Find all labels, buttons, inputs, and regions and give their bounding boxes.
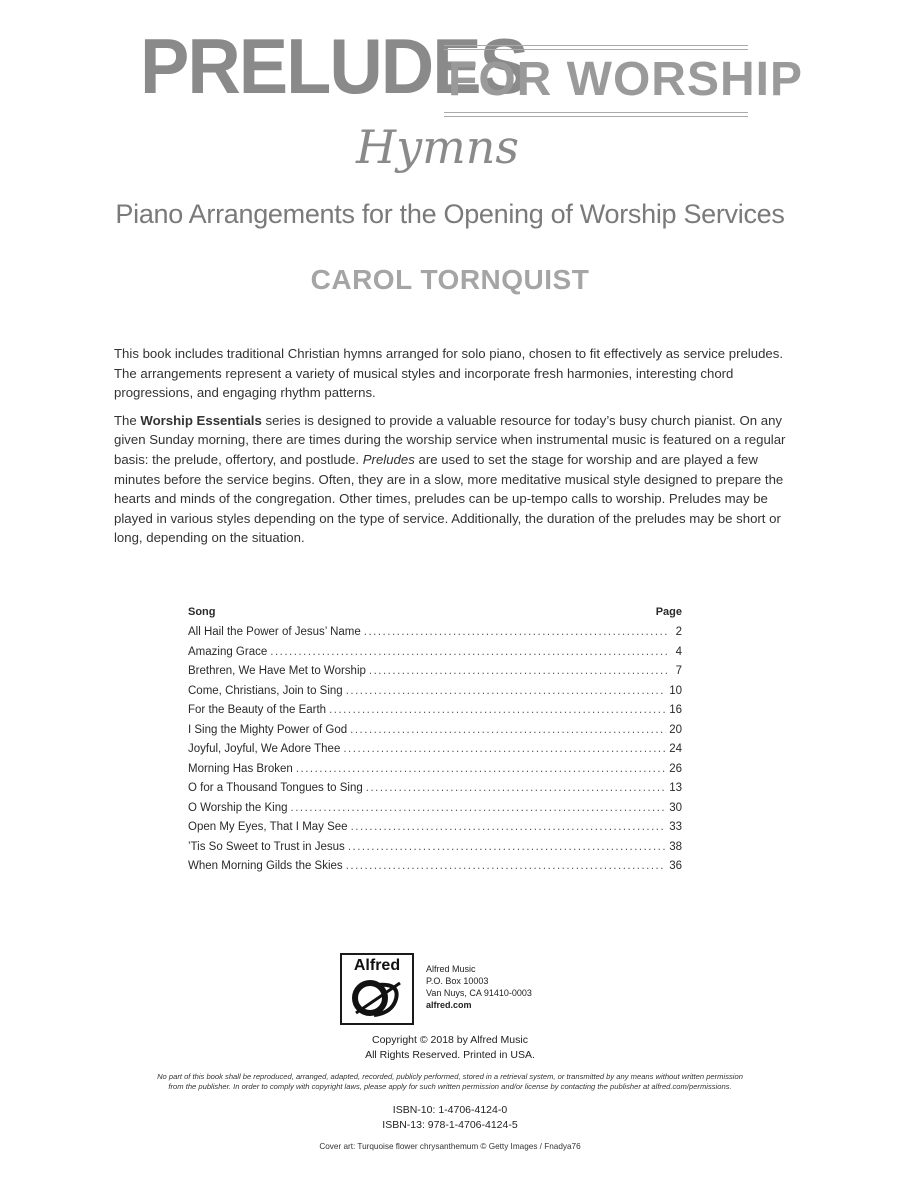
toc-entry-title: I Sing the Mighty Power of God [188, 723, 348, 736]
subtitle: Piano Arrangements for the Opening of Worship Services [115, 199, 785, 229]
toc-entry [188, 704, 682, 724]
isbn-13: ISBN-13: 978-1-4706-4124-5 [382, 1119, 518, 1131]
toc-entry-title: Open My Eyes, That I May See [188, 821, 348, 833]
intro-text-span: The [114, 412, 141, 428]
toc-entry-title: O Worship the King [188, 801, 288, 814]
toc-leader-dots [366, 782, 666, 794]
publisher-address-line-2: Van Nuys, CA 91410-0003 [426, 988, 532, 998]
alfred-logo [340, 953, 414, 1025]
publisher-address [426, 963, 532, 1011]
toc-entry [188, 802, 682, 822]
legal-line-1: No part of this book shall be reproduced, arranged, adapted, recorded, publicly performed, stored in a retrieval system, or transmitted by any means without written permission [157, 1072, 743, 1081]
toc-leader-dots [364, 626, 667, 638]
toc-leader-dots [296, 763, 666, 775]
toc-entry [188, 841, 682, 861]
toc-entry-page: 10 [669, 684, 682, 697]
toc-entry-page: 2 [675, 626, 682, 638]
toc-leader-dots [348, 841, 666, 853]
legal-line-2: from the publisher. In order to comply with copyright laws, please apply for such written permission and/or license by contacting the publisher at alfred.com/permissions. [168, 1082, 732, 1091]
publisher-block [340, 953, 640, 1025]
toc-entry [188, 743, 682, 763]
toc-header [188, 606, 682, 618]
intro-text [114, 344, 786, 556]
toc-col-song: Song [188, 606, 216, 618]
toc-entry-page: 38 [669, 840, 682, 853]
toc-entry-title: Morning Has Broken [188, 762, 293, 775]
toc-entry-page: 26 [669, 762, 682, 775]
toc-entry-page: 36 [669, 860, 682, 872]
toc-rows [188, 626, 682, 880]
author-name: CAROL TORNQUIST [310, 264, 590, 295]
toc-col-page: Page [655, 606, 682, 618]
toc-entry-title: Brethren, We Have Met to Worship [188, 665, 366, 677]
title-for-worship: FOR WORSHIP [448, 53, 803, 106]
copyright-line: Copyright © 2018 by Alfred Music [372, 1034, 528, 1046]
toc-entry-page: 7 [675, 665, 682, 677]
copyright-notice [0, 1033, 900, 1063]
title-rule-bottom [444, 112, 748, 113]
alfred-logo-word: Alfred [353, 957, 401, 974]
toc-entry-title: Come, Christians, Join to Sing [188, 684, 343, 697]
title-rule-top [444, 45, 748, 46]
intro-paragraph-1: This book includes traditional Christian hymns arranged for solo piano, chosen to fit effectively as service preludes. The arrangements represent a variety of musical styles and incorporate fresh harmonies, interesting chord progressions, and engaging rhythm patterns. [114, 346, 784, 401]
publisher-website: alfred.com [426, 1000, 472, 1010]
toc-entry-page: 24 [669, 743, 682, 755]
toc-entry-title: All Hail the Power of Jesus’ Name [188, 626, 361, 638]
toc-entry-page: 16 [669, 704, 682, 716]
toc-leader-dots [351, 821, 667, 833]
toc-leader-dots [346, 860, 667, 872]
title-block [0, 0, 900, 310]
toc-entry-title: ’Tis So Sweet to Trust in Jesus [188, 840, 345, 853]
publisher-name: Alfred Music [426, 964, 476, 974]
intro-paragraph-2 [114, 411, 786, 548]
isbn-10: ISBN-10: 1-4706-4124-0 [392, 1104, 508, 1116]
table-of-contents [188, 606, 682, 880]
toc-leader-dots [369, 665, 667, 677]
cover-art-credit: Cover art: Turquoise flower chrysanthemum © Getty Images / Fnadya76 [319, 1142, 581, 1151]
intro-text-span: series is designed to provide a valuable resource for today’s busy church pianist. On any given Sunday morning, there are times during the worship service when instrumental music is featured on a regular basis: the prelude, offertory, and postlude. [114, 412, 786, 467]
toc-entry-title: O for a Thousand Tongues to Sing [188, 782, 363, 794]
toc-entry [188, 646, 682, 666]
toc-leader-dots [270, 646, 667, 658]
title-preludes: PRELUDES [140, 22, 527, 110]
publisher-address-line-1: P.O. Box 10003 [426, 976, 489, 986]
toc-entry [188, 626, 682, 646]
toc-entry-page: 13 [669, 782, 682, 794]
toc-entry [188, 821, 682, 841]
toc-leader-dots [329, 704, 666, 716]
title-rule-top-2 [444, 49, 748, 50]
toc-leader-dots [343, 743, 666, 755]
toc-leader-dots [291, 802, 667, 814]
toc-leader-dots [346, 685, 667, 697]
series-name: Worship Essentials [140, 412, 262, 428]
toc-entry [188, 665, 682, 685]
toc-entry [188, 782, 682, 802]
rights-line: All Rights Reserved. Printed in USA. [365, 1049, 535, 1061]
toc-entry [188, 685, 682, 705]
toc-entry-title: When Morning Gilds the Skies [188, 860, 343, 872]
legal-notice [48, 1072, 852, 1092]
alfred-logo-mark-icon [348, 977, 406, 1019]
isbn-block [0, 1103, 900, 1133]
toc-entry [188, 860, 682, 880]
toc-entry-page: 30 [669, 801, 682, 814]
title-hymns-script: Hymns [356, 120, 519, 174]
toc-entry-title: For the Beauty of the Earth [188, 704, 327, 716]
toc-entry-page: 4 [675, 645, 682, 658]
toc-entry [188, 724, 682, 744]
toc-entry [188, 763, 682, 783]
preludes-emphasis: Preludes [362, 451, 415, 467]
toc-entry-page: 20 [669, 723, 682, 736]
intro-text-span: are used to set the stage for worship and are played a few minutes before the service begins. Often, they are in a slow, more meditative musical style designed to prepare the hearts and minds of the congregation. Other times, preludes can be up-tempo calls to worship. Preludes may be played in various styles depending on the type of service. Additionally, the duration of the preludes may be short or long, depending on the situation. [114, 451, 784, 546]
toc-leader-dots [350, 724, 666, 736]
toc-entry-title: Joyful, Joyful, We Adore Thee [188, 743, 341, 755]
toc-entry-title: Amazing Grace [188, 645, 268, 658]
title-rule-bottom-2 [444, 116, 748, 117]
toc-entry-page: 33 [669, 821, 682, 833]
